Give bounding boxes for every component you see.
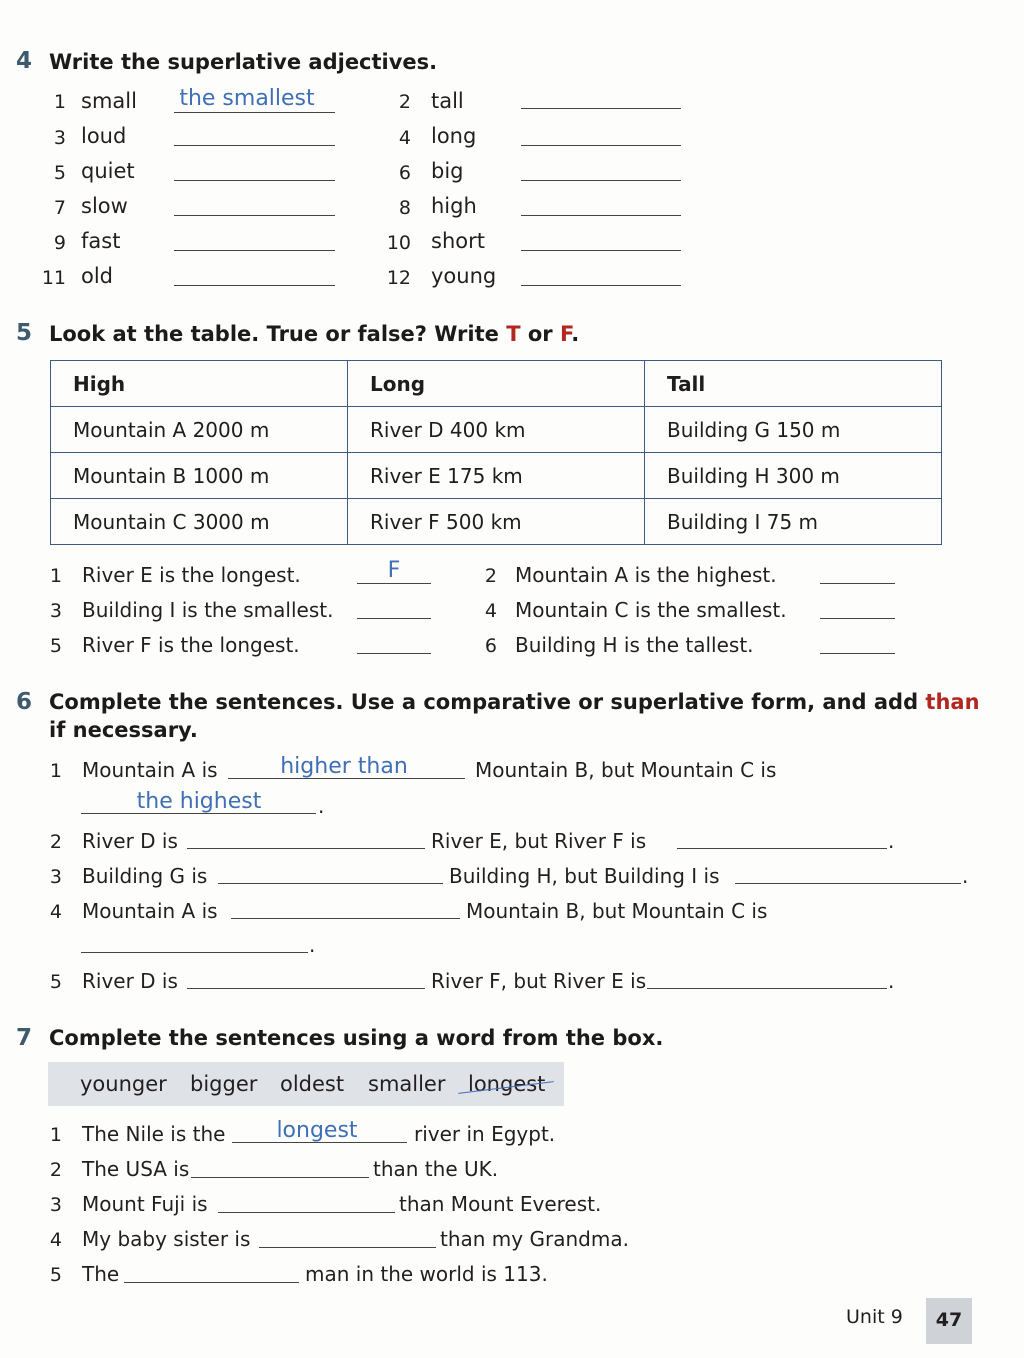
box-word: longest: [468, 1072, 546, 1096]
item-number: 6: [398, 162, 411, 184]
sentence-end: .: [888, 969, 895, 993]
answer-text: F: [387, 558, 401, 583]
item-number: 10: [386, 232, 411, 254]
adjective: tall: [431, 89, 464, 113]
table-row: [51, 407, 942, 453]
sentence-start: The USA is: [82, 1157, 190, 1181]
sentence-end: man in the world is 113.: [305, 1262, 548, 1286]
answer-line[interactable]: [521, 145, 681, 146]
table-cell: River D 400 km: [348, 407, 645, 453]
item-number: 5: [49, 1264, 62, 1286]
statement: Building I is the smallest.: [82, 598, 334, 622]
sentence-middle: Mountain B, but Mountain C is: [475, 758, 777, 782]
sentence-end: .: [888, 829, 895, 853]
answer-line[interactable]: [647, 988, 887, 989]
page-number: 47: [935, 1309, 963, 1331]
sentence-middle: River E, but River F is: [431, 829, 647, 853]
item-number: 1: [49, 565, 62, 587]
answer-line[interactable]: [174, 180, 335, 181]
answer-line[interactable]: [521, 250, 681, 251]
table-header: Long: [348, 361, 645, 407]
adjective: old: [81, 264, 114, 288]
table-cell: River F 500 km: [348, 499, 645, 545]
box-word: smaller: [368, 1072, 446, 1096]
item-number: 12: [386, 267, 411, 289]
item-number: 3: [49, 600, 62, 622]
sentence-start: Building G is: [82, 864, 208, 888]
sentence-middle: Building H, but Building I is: [449, 864, 720, 888]
table-cell: River E 175 km: [348, 453, 645, 499]
sentence-start: Mountain A is: [82, 758, 218, 782]
item-number: 4: [398, 127, 411, 149]
table-cell: Mountain B 1000 m: [51, 453, 348, 499]
item-number: 5: [49, 635, 62, 657]
table-cell: Building H 300 m: [645, 453, 942, 499]
adjective: quiet: [81, 159, 135, 183]
answer-line[interactable]: [521, 108, 681, 109]
statement: River F is the longest.: [82, 633, 300, 657]
item-number: 1: [49, 760, 62, 782]
adjective: small: [81, 89, 137, 113]
answer-line[interactable]: [218, 883, 443, 884]
answer-line[interactable]: [191, 1177, 369, 1178]
item-number: 4: [49, 901, 62, 923]
statement: Mountain A is the highest.: [515, 563, 777, 587]
table-cell: Building I 75 m: [645, 499, 942, 545]
item-number: 2: [398, 91, 411, 113]
answer-line[interactable]: [174, 112, 335, 113]
answer-line[interactable]: [187, 988, 425, 989]
answer-line[interactable]: [820, 583, 895, 584]
adjective: loud: [81, 124, 127, 148]
answer-line[interactable]: [521, 215, 681, 216]
sentence-start: The: [82, 1262, 120, 1286]
sentence-end: .: [309, 933, 316, 957]
adjective: slow: [81, 194, 128, 218]
sentence-start: River D is: [82, 829, 178, 853]
mountains-rivers-buildings-table: [50, 360, 942, 545]
answer-line[interactable]: [81, 952, 308, 953]
item-number: 6: [484, 635, 497, 657]
answer-line[interactable]: [735, 883, 961, 884]
sentence-end: river in Egypt.: [414, 1122, 556, 1146]
item-number: 3: [49, 1194, 62, 1216]
answer-line[interactable]: [357, 618, 431, 619]
adjective: short: [431, 229, 485, 253]
answer-line[interactable]: [259, 1247, 436, 1248]
box-word: oldest: [280, 1072, 345, 1096]
adjective: big: [431, 159, 464, 183]
adjective: high: [431, 194, 477, 218]
exercise-7-number: 7: [16, 1025, 33, 1051]
unit-label: Unit 9: [846, 1306, 903, 1328]
sentence-middle: Mountain B, but Mountain C is: [466, 899, 768, 923]
answer-text: higher than: [280, 754, 408, 779]
answer-line[interactable]: [124, 1282, 299, 1283]
answer-line[interactable]: [820, 653, 895, 654]
statement: Building H is the tallest.: [515, 633, 754, 657]
item-number: 9: [53, 232, 66, 254]
item-number: 4: [484, 600, 497, 622]
sentence-start: River D is: [82, 969, 178, 993]
sentence-end: than Mount Everest.: [399, 1192, 602, 1216]
answer-line[interactable]: [677, 848, 887, 849]
item-number: 2: [484, 565, 497, 587]
answer-line[interactable]: [357, 653, 431, 654]
answer-line[interactable]: [231, 918, 460, 919]
exercise-4-number: 4: [16, 48, 33, 74]
table-row: [51, 499, 942, 545]
item-number: 2: [49, 831, 62, 853]
table-header-row: [51, 361, 942, 407]
adjective: young: [431, 264, 497, 288]
exercise-6-title-cont: if necessary.: [49, 718, 198, 742]
sentence-start: My baby sister is: [82, 1227, 251, 1251]
statement: River E is the longest.: [82, 563, 301, 587]
exercise-5-title: Look at the table. True or false? Write T or F.: [49, 322, 580, 346]
table-header: Tall: [645, 361, 942, 407]
page-number-box: [926, 1298, 972, 1344]
item-number: 8: [398, 197, 411, 219]
sentence-end: than my Grandma.: [440, 1227, 629, 1251]
item-number: 7: [53, 197, 66, 219]
answer-line[interactable]: [820, 618, 895, 619]
answer-line[interactable]: [174, 215, 335, 216]
adjective: long: [431, 124, 477, 148]
item-number: 3: [49, 866, 62, 888]
table-cell: Building G 150 m: [645, 407, 942, 453]
answer-line[interactable]: [174, 285, 335, 286]
answer-line[interactable]: [174, 250, 335, 251]
sentence-start: The Nile is the: [82, 1122, 226, 1146]
sentence-end: .: [962, 864, 969, 888]
sentence-end: than the UK.: [373, 1157, 499, 1181]
exercise-6-title: Complete the sentences. Use a comparative or superlative form, and add than: [49, 690, 980, 714]
answer-line[interactable]: [218, 1212, 395, 1213]
table-row: [51, 453, 942, 499]
table-cell: Mountain A 2000 m: [51, 407, 348, 453]
item-number: 1: [53, 91, 66, 113]
item-number: 11: [41, 267, 66, 289]
item-number: 2: [49, 1159, 62, 1181]
item-number: 4: [49, 1229, 62, 1251]
answer-line[interactable]: [357, 583, 431, 584]
answer-text: longest: [276, 1118, 358, 1143]
sentence-start: Mount Fuji is: [82, 1192, 208, 1216]
table-cell: Mountain C 3000 m: [51, 499, 348, 545]
sentence-end: .: [318, 794, 325, 818]
answer-text: the smallest: [179, 86, 315, 111]
answer-line[interactable]: [521, 285, 681, 286]
word-box: [48, 1062, 564, 1106]
box-word: younger: [80, 1072, 167, 1096]
exercise-5-number: 5: [16, 320, 33, 346]
sentence-start: Mountain A is: [82, 899, 218, 923]
table-header: High: [51, 361, 348, 407]
item-number: 1: [49, 1124, 62, 1146]
item-number: 5: [53, 162, 66, 184]
item-number: 3: [53, 127, 66, 149]
answer-text: the highest: [136, 789, 262, 814]
statement: Mountain C is the smallest.: [515, 598, 787, 622]
sentence-middle: River F, but River E is: [431, 969, 647, 993]
exercise-6-number: 6: [16, 689, 33, 715]
answer-line[interactable]: [174, 145, 335, 146]
item-number: 5: [49, 971, 62, 993]
adjective: fast: [81, 229, 121, 253]
exercise-4-title: Write the superlative adjectives.: [49, 50, 438, 74]
answer-line[interactable]: [521, 180, 681, 181]
box-word: bigger: [190, 1072, 258, 1096]
exercise-7-title: Complete the sentences using a word from the box.: [49, 1026, 664, 1050]
answer-line[interactable]: [187, 848, 425, 849]
